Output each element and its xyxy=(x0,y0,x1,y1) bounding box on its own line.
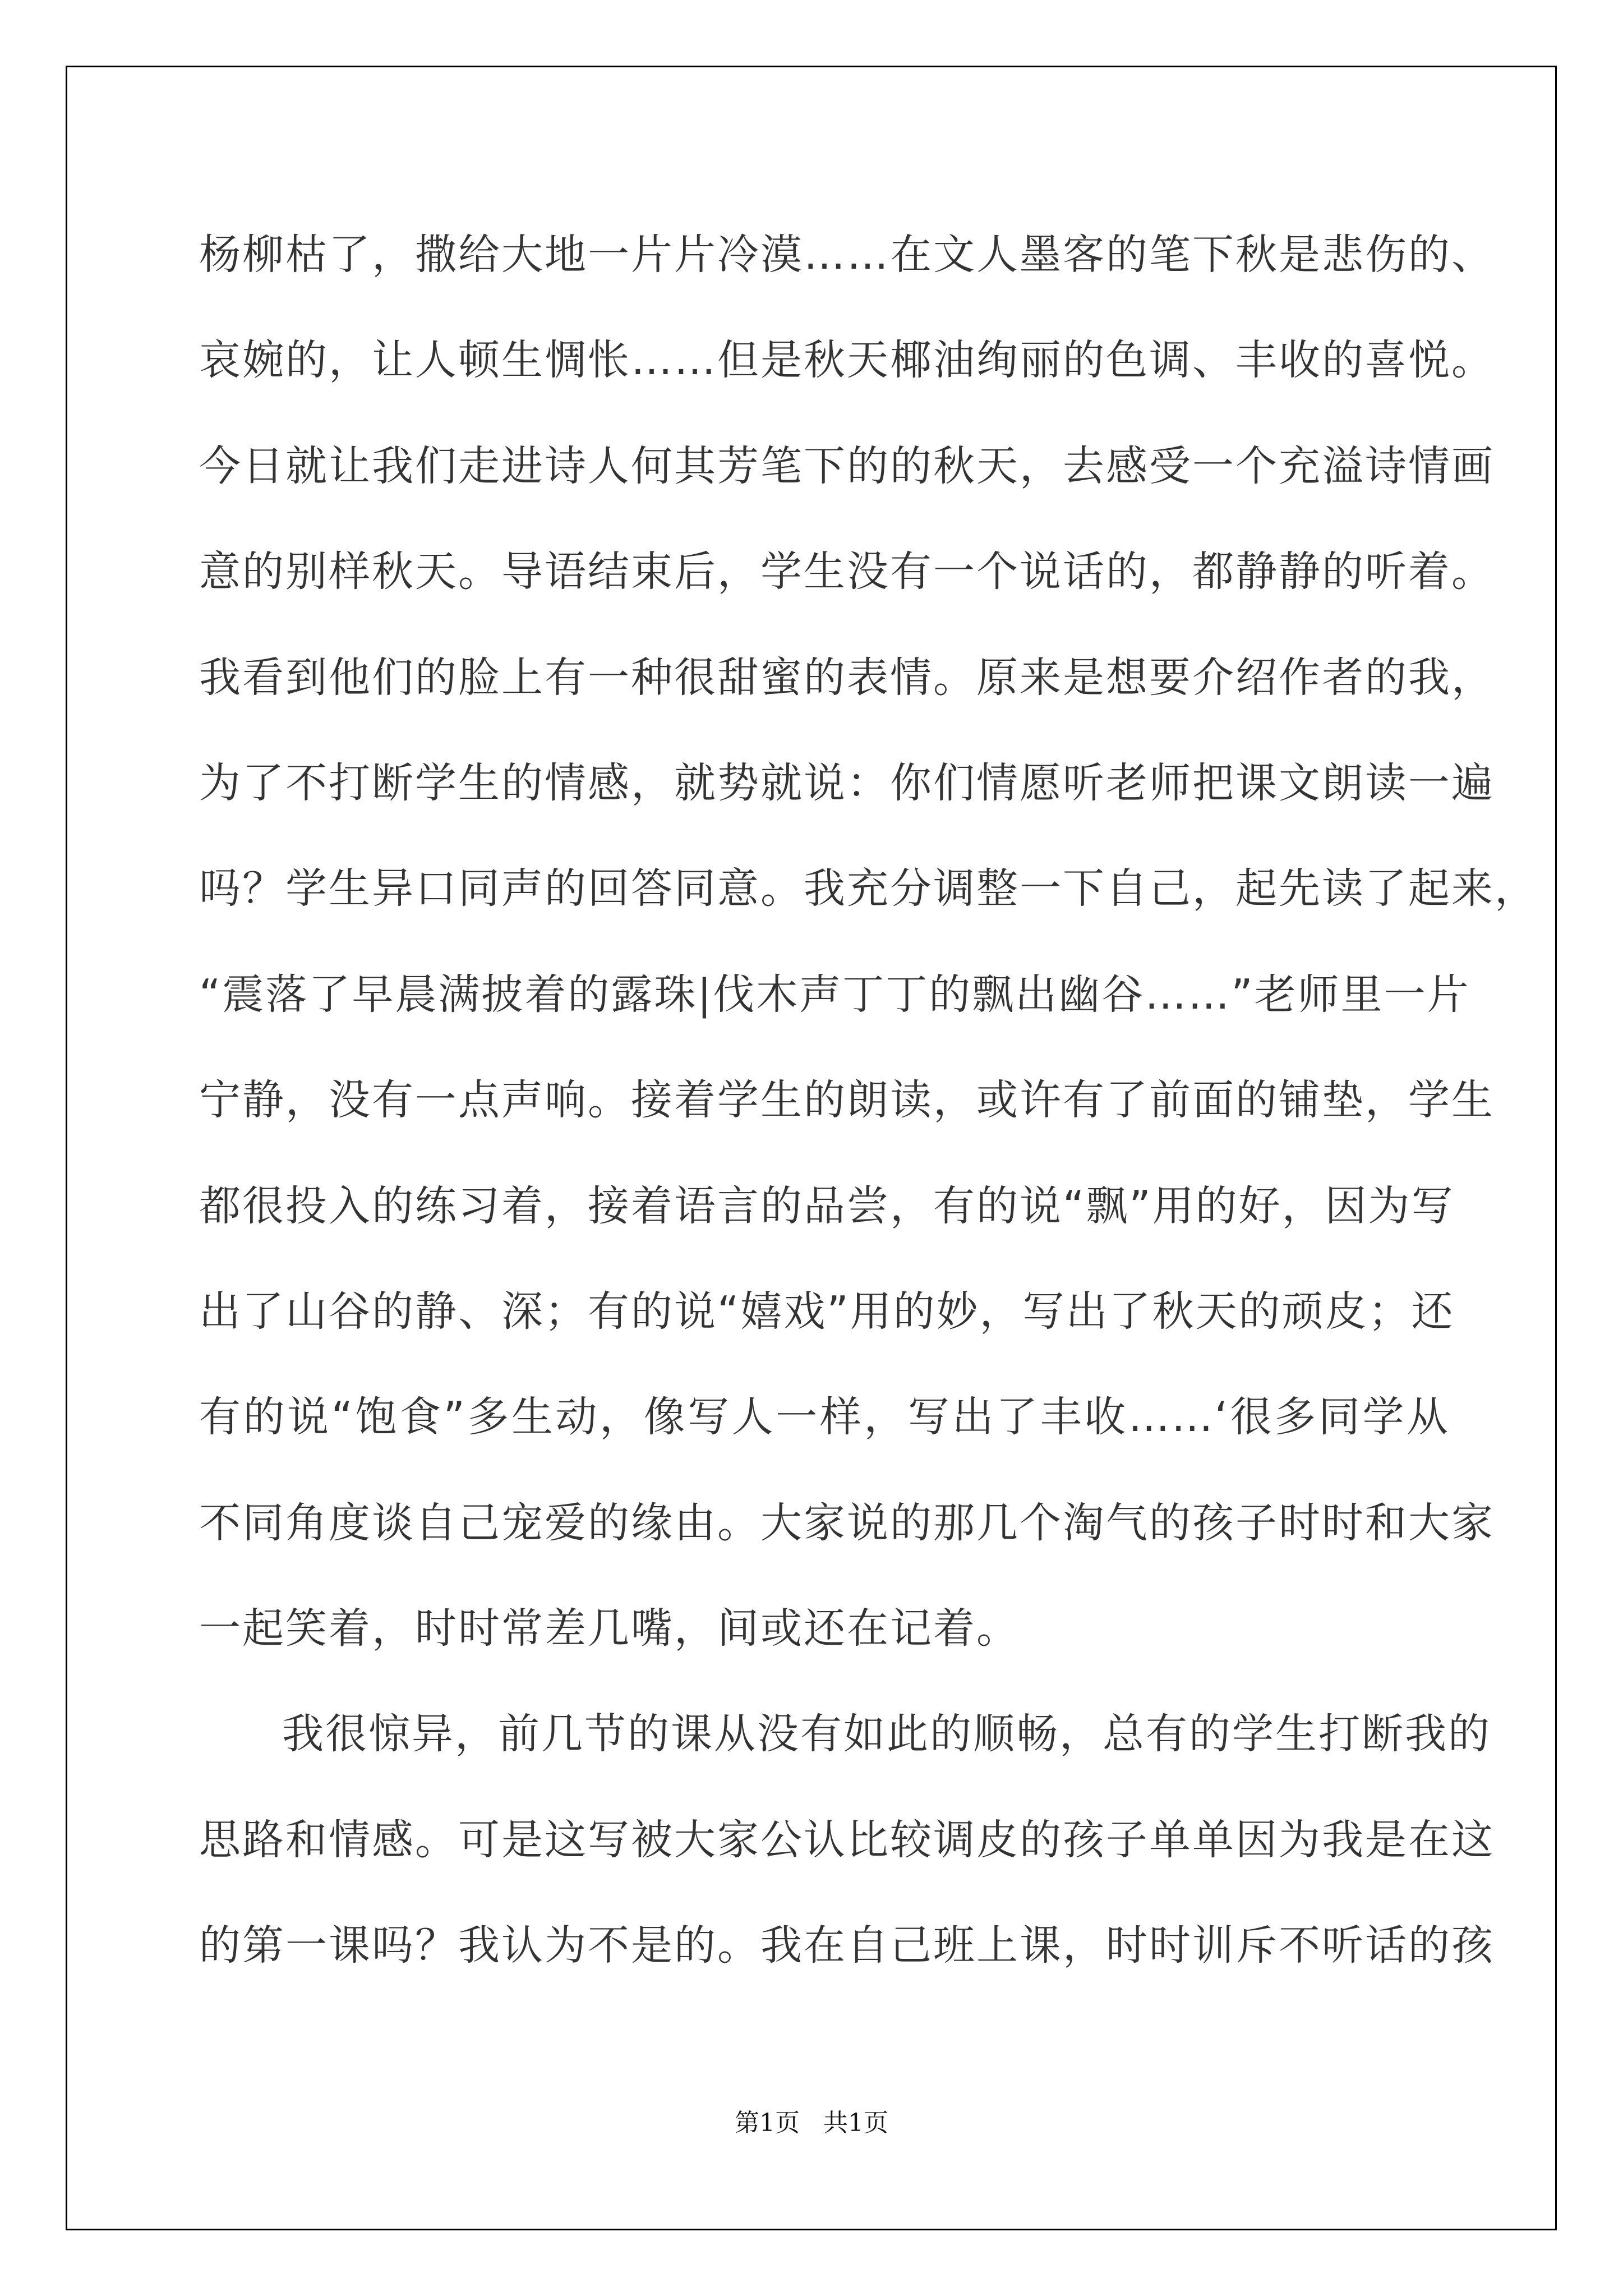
text-line: 宁静，没有一点声响。接着学生的朗读，或许有了前面的铺垫，学生 xyxy=(199,1076,1495,1125)
text-line: 思路和情感。可是这写被大家公认比较调皮的孩子单单因为我是在这 xyxy=(199,1815,1495,1864)
text-line: 的第一课吗？我认为不是的。我在自己班上课，时时训斥不听话的孩 xyxy=(199,1921,1495,1970)
text-line: 杨柳枯了，撒给大地一片片冷漠……在文人墨客的笔下秋是悲伤的、 xyxy=(199,231,1495,279)
text-line: 我很惊异，前几节的课从没有如此的顺畅，总有的学生打断我的 xyxy=(282,1710,1491,1759)
page-total: 共1页 xyxy=(823,2109,888,2137)
text-line: “震落了早晨满披着的露珠|伐木声丁丁的飘出幽谷……”老师里一片 xyxy=(199,970,1470,1019)
text-line: 我看到他们的脸上有一种很甜蜜的表情。原来是想要介绍作者的我， xyxy=(199,653,1495,702)
text-line: 出了山谷的静、深；有的说“嬉戏”用的妙，写出了秋天的顽皮；还 xyxy=(199,1287,1455,1336)
text-line: 都很投入的练习着，接着语言的品尝，有的说“飘”用的好，因为写 xyxy=(199,1181,1455,1230)
text-line: 哀婉的，让人顿生惆怅……但是秋天椰油绚丽的色调、丰收的喜悦。 xyxy=(199,336,1495,385)
text-line: 意的别样秋天。导语结束后，学生没有一个说话的，都静静的听着。 xyxy=(199,547,1495,596)
text-line: 不同角度谈自己宠爱的缘由。大家说的那几个淘气的孩子时时和大家 xyxy=(199,1498,1495,1547)
text-line: 今日就让我们走进诗人何其芳笔下的的秋天，去感受一个充溢诗情画 xyxy=(199,441,1495,490)
document-body xyxy=(199,202,1538,1999)
text-line: 一起笑着，时时常差几嘴，间或还在记着。 xyxy=(199,1604,1020,1653)
page-footer xyxy=(0,2102,1623,2138)
text-line: 为了不打断学生的情感，就势就说：你们情愿听老师把课文朗读一遍 xyxy=(199,758,1495,807)
text-line: 吗？学生异口同声的回答同意。我充分调整一下自己，起先读了起来， xyxy=(199,864,1538,913)
page-number: 第1页 xyxy=(735,2109,800,2137)
text-line: 有的说“饱食”多生动，像写人一样，写出了丰收……‘很多同学从 xyxy=(199,1393,1450,1442)
footer-spacer xyxy=(800,2109,823,2137)
